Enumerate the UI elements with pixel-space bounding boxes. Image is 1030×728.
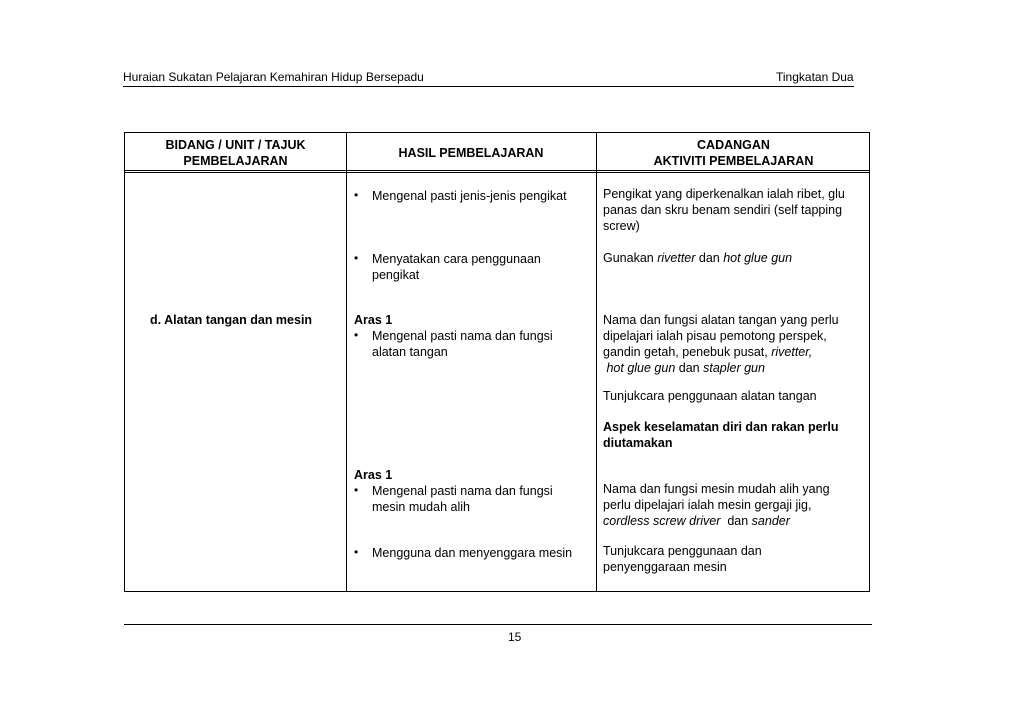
- activity-1: Pengikat yang diperkenalkan ialah ribet, glu panas dan skru benam sendiri (self tapping screw): [603, 187, 845, 233]
- column-divider-2: [596, 133, 597, 591]
- bullet-icon: •: [354, 328, 359, 342]
- syllabus-table: [124, 132, 870, 592]
- activity-5: Aspek keselamatan diri dan rakan perlu diutamakan: [603, 420, 839, 450]
- topic-label: d. Alatan tangan dan mesin: [150, 313, 313, 327]
- col1-header: BIDANG / UNIT / TAJUK PEMBELAJARAN: [165, 138, 306, 168]
- outcome-2-line1: Menyatakan cara penggunaan: [372, 252, 541, 266]
- activity-3: Nama dan fungsi alatan tangan yang perlu dipelajari ialah pisau pemotong perspek, gandin getah, penebuk pusat, rivetter, hot glue gun dan stapler gun: [603, 313, 839, 375]
- activity-6: Nama dan fungsi mesin mudah alih yang perlu dipelajari ialah mesin gergaji jig, cordless screw driver dan sander: [603, 482, 830, 528]
- outcome-4-line1: Mengenal pasti nama dan fungsi: [372, 484, 553, 498]
- bullet-icon: •: [354, 483, 359, 497]
- outcome-4-line2: mesin mudah alih: [372, 500, 470, 514]
- col2-header: HASIL PEMBELAJARAN: [398, 146, 544, 160]
- outcome-1: Mengenal pasti jenis-jenis pengikat: [372, 189, 567, 203]
- aras-label: Aras 1: [354, 468, 393, 482]
- outcome-5: Mengguna dan menyenggara mesin: [372, 546, 573, 560]
- activity-2: Gunakan rivetter dan hot glue gun: [603, 251, 793, 265]
- outcome-3-line2: alatan tangan: [372, 345, 448, 359]
- outcome-3-line1: Mengenal pasti nama dan fungsi: [372, 329, 553, 343]
- activity-7: Tunjukcara penggunaan dan penyenggaraan mesin: [603, 544, 762, 574]
- aras-label: Aras 1: [354, 313, 393, 327]
- activity-4: Tunjukcara penggunaan alatan tangan: [603, 389, 817, 403]
- header-rule: [123, 86, 854, 87]
- header-left-title: Huraian Sukatan Pelajaran Kemahiran Hidup Bersepadu: [123, 70, 424, 84]
- outcome-2-line2: pengikat: [372, 268, 420, 282]
- footer-rule: [124, 624, 872, 625]
- bullet-icon: •: [354, 188, 359, 202]
- page-number: 15: [508, 630, 522, 644]
- header-right-title: Tingkatan Dua: [776, 70, 854, 84]
- bullet-icon: •: [354, 545, 359, 559]
- bullet-icon: •: [354, 251, 359, 265]
- column-divider-1: [346, 133, 347, 591]
- col3-header: CADANGAN AKTIVITI PEMBELAJARAN: [653, 138, 814, 168]
